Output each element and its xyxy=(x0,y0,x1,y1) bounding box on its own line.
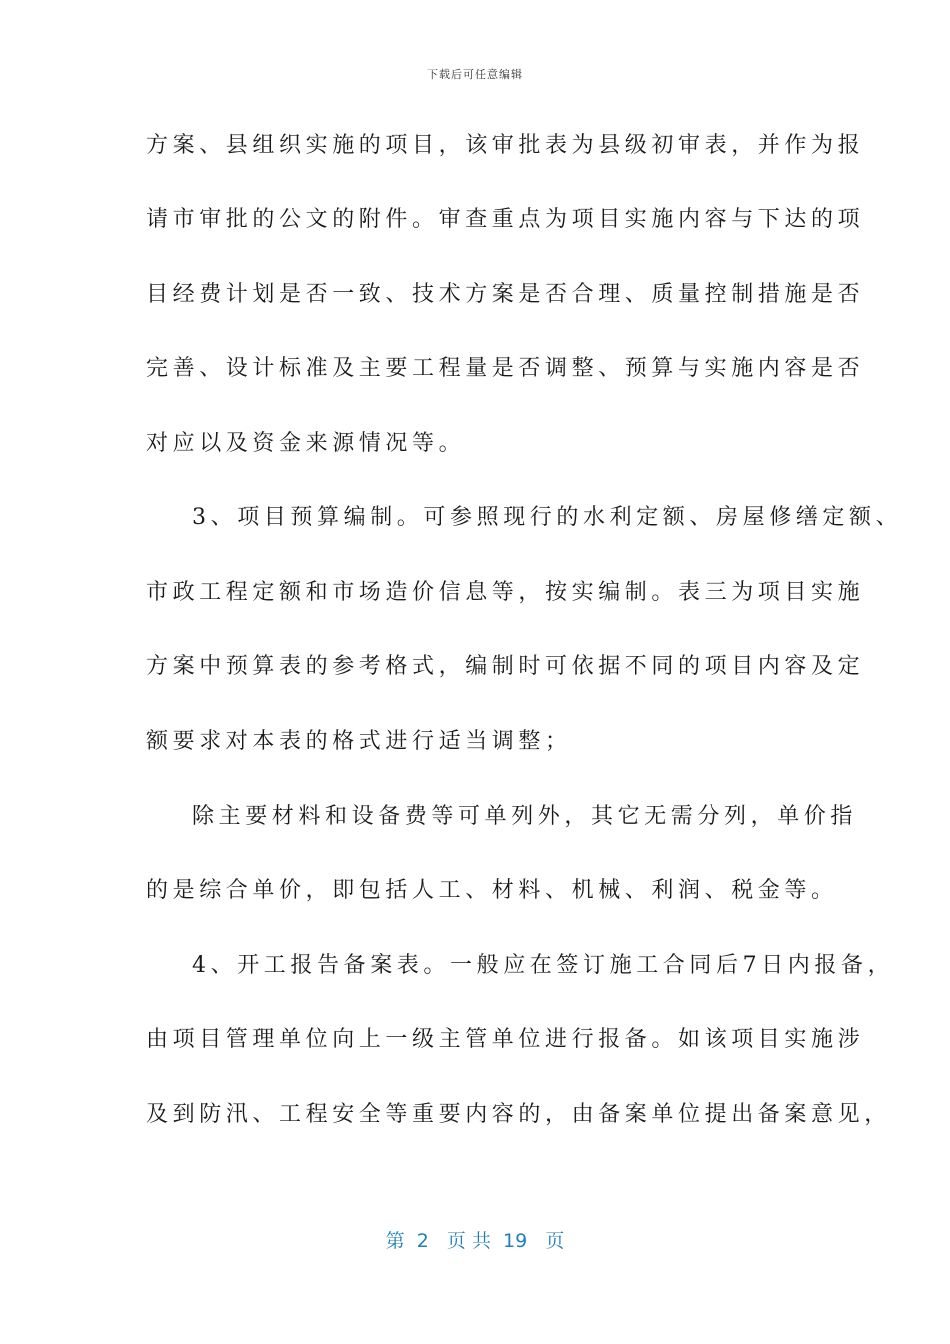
page-header: 下载后可任意编辑 xyxy=(427,68,523,81)
page-number-footer: 第 2 页 共 19 页 xyxy=(385,1230,565,1252)
body-line-7: 市政工程定额和市场造价信息等，按实编制。表三为项目实施 xyxy=(146,580,865,605)
body-line-4: 完善、设计标准及主要工程量是否调整、预算与实施内容是否 xyxy=(146,356,865,381)
body-line-3: 目经费计划是否一致、技术方案是否合理、质量控制措施是否 xyxy=(146,282,865,307)
body-line-2: 请市审批的公文的附件。审查重点为项目实施内容与下达的项 xyxy=(146,207,865,232)
body-line-5: 对应以及资金来源情况等。 xyxy=(146,431,466,456)
body-line-12: 4、开工报告备案表。一般应在签订施工合同后7日内报备， xyxy=(192,953,895,978)
body-line-10: 除主要材料和设备费等可单列外，其它无需分列，单价指 xyxy=(192,804,858,829)
body-line-8: 方案中预算表的参考格式，编制时可依据不同的项目内容及定 xyxy=(146,654,865,679)
body-line-11: 的是综合单价，即包括人工、材料、机械、利润、税金等。 xyxy=(146,878,838,903)
body-line-9: 额要求对本表的格式进行适当调整； xyxy=(146,729,572,754)
body-line-6: 3、项目预算编制。可参照现行的水利定额、房屋修缮定额、 xyxy=(192,505,903,530)
body-line-14: 及到防汛、工程安全等重要内容的，由备案单位提出备案意见， xyxy=(146,1102,891,1127)
body-line-13: 由项目管理单位向上一级主管单位进行报备。如该项目实施涉 xyxy=(146,1027,865,1052)
body-line-1: 方案、县组织实施的项目，该审批表为县级初审表，并作为报 xyxy=(146,133,865,158)
